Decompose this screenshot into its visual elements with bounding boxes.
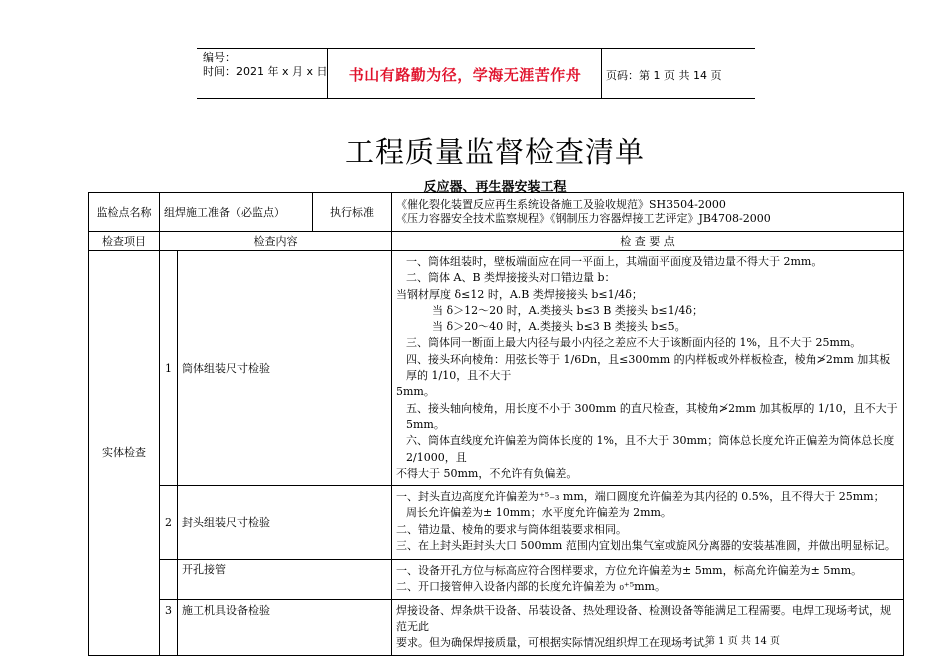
point-line: 5mm。	[396, 385, 435, 399]
row-number: 1	[160, 251, 178, 486]
point-line: 周长允许偏差为± 10mm；水平度允许偏差为 2mm。	[406, 506, 672, 520]
row-points	[392, 560, 904, 600]
point-value: 组焊施工准备（必监点）	[160, 193, 313, 232]
col-header-content: 检查内容	[160, 232, 392, 251]
page-header	[197, 48, 755, 99]
standard-label: 执行标准	[313, 193, 392, 232]
point-line: 五、接头轴向棱角，用长度不小于 300mm 的直尺检查，其棱角≯2mm 加其板厚的 1/10，且不大于 5mm。	[406, 401, 898, 431]
standard-list	[392, 193, 904, 232]
row-points	[392, 486, 904, 560]
standard-item: 《压力容器安全技术监察规程》《钢制压力容器焊接工艺评定》JB4708-2000	[396, 212, 771, 225]
row-points	[392, 251, 904, 486]
point-line: 二、筒体 A、B 类焊接接头对口错边量 b：	[406, 271, 616, 285]
point-line: 二、错边量、棱角的要求与筒体组装要求相同。	[396, 522, 627, 536]
point-label: 监检点名称	[89, 193, 160, 232]
column-header-row	[89, 232, 904, 251]
point-line: 当钢材厚度 δ≤12 时，A.B 类焊接接头 b≤1/4δ；	[396, 287, 643, 301]
point-line: 一、设备开孔方位与标高应符合图样要求，方位允许偏差为± 5mm，标高允许偏差为± 5mm。	[396, 564, 863, 578]
header-page-number: 页码：第 1 页 共 14 页	[606, 69, 722, 82]
point-line: 不得大于 50mm，不允许有负偏差。	[396, 466, 578, 480]
checklist-table	[88, 192, 904, 656]
document-title: 工程质量监督检查清单	[344, 135, 645, 169]
point-line: 焊接设备、焊条烘干设备、吊装设备、热处理设备、检测设备等能满足工程需要。电焊工现场考试，规范无此	[396, 603, 891, 634]
point-line: 三、在上封头距封头大口 500mm 范围内宜划出集气室或旋风分离器的安装基准圆，并做出明显标记。	[396, 539, 896, 553]
page-footer: 第 1 页 共 14 页	[705, 636, 780, 647]
table-row	[89, 486, 904, 560]
row-points	[392, 599, 904, 655]
header-divider	[601, 49, 602, 98]
point-line: 三、筒体同一断面上最大内径与最小内径之差应不大于该断面内径的 1%，且不大于 25mm。	[406, 336, 862, 350]
col-header-item: 检查项目	[89, 232, 160, 251]
point-line: 四、接头环向棱角：用弦长等于 1/6Dn，且≤300mm 的内样板或外样板检查，棱角≯2mm 加其板厚的 1/10，且不大于	[406, 352, 891, 383]
row-content: 筒体组装尺寸检验	[178, 251, 392, 486]
point-line: 一、筒体组装时，壁板端面应在同一平面上，其端面平面度及错边量不得大于 2mm。	[406, 255, 823, 268]
point-line: 要求。但为确保焊接质量，可根据实际情况组织焊工在现场考试。	[396, 636, 715, 650]
header-meta	[203, 51, 328, 79]
row-number: 2	[160, 486, 178, 560]
document-subtitle: 反应器、再生器安装工程	[423, 180, 567, 195]
date-label: 时间：2021 年 x 月 x 日	[203, 65, 328, 78]
row-content: 开孔接管	[178, 560, 392, 600]
row-number	[160, 560, 178, 600]
table-row	[89, 251, 904, 486]
point-line: 一、封头直边高度允许偏差为⁺⁵₋₃ mm，端口圆度允许偏差为其内径的 0.5%，且不得大于 25mm；	[396, 490, 885, 504]
info-row	[89, 193, 904, 232]
col-header-points: 检 查 要 点	[392, 232, 904, 251]
serial-label: 编号：	[203, 51, 236, 64]
header-motto: 书山有路勤为径，学海无涯苦作舟	[348, 66, 582, 84]
category-cell: 实体检查	[89, 251, 160, 656]
row-content: 封头组装尺寸检验	[178, 486, 392, 560]
table-row	[89, 599, 904, 655]
point-line: 当 δ＞20～40 时，A.类接头 b≤3 B 类接头 b≤5。	[432, 320, 686, 334]
point-line: 二、开口接管伸入设备内部的长度允许偏差为 ₀⁺⁵mm。	[396, 580, 666, 594]
point-line: 六、筒体直线度允许偏差为筒体长度的 1%，且不大于 30mm；筒体总长度允许正偏差为筒体总长度 2/1000，且	[406, 434, 895, 464]
table-row	[89, 560, 904, 600]
header-divider	[327, 49, 328, 98]
standard-item: 《催化裂化装置反应再生系统设备施工及验收规范》SH3504-2000	[396, 198, 726, 211]
row-number: 3	[160, 599, 178, 655]
point-line: 当 δ＞12～20 时，A.类接头 b≤3 B 类接头 b≤1/4δ；	[432, 303, 703, 317]
row-content: 施工机具设备检验	[178, 599, 392, 655]
